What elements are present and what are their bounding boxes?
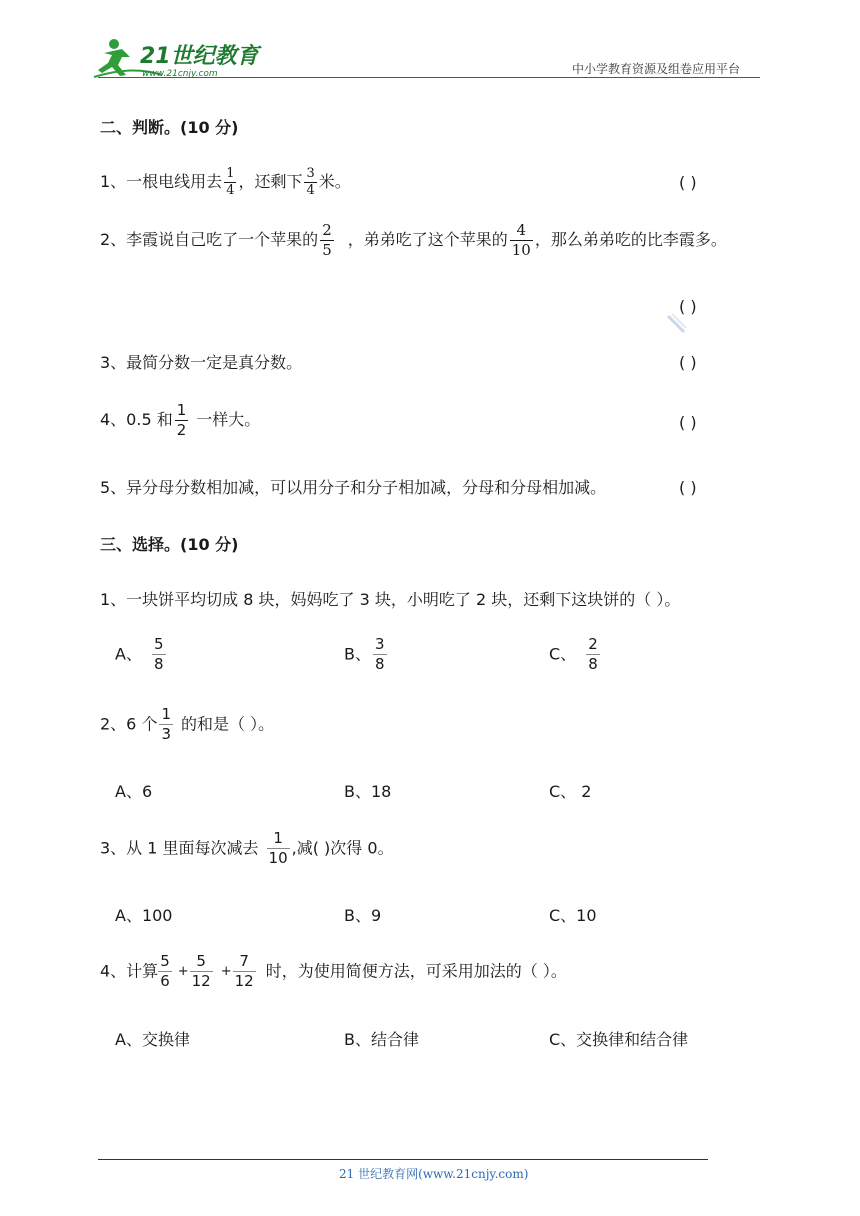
watermark-icon	[664, 312, 688, 336]
s3-q4-option-a[interactable]: A、交换律	[115, 1030, 190, 1049]
s3-q2-option-b[interactable]: B、18	[344, 782, 392, 801]
s2-question-3: 3、最简分数一定是真分数。	[100, 353, 303, 372]
s2-question-1: 1、一根电线用去 $\frac{1}{4}$ ，还剩下 $\frac{3}{4}$ 米。	[100, 166, 351, 198]
header-platform-text: 中小学教育资源及组卷应用平台	[572, 62, 741, 76]
s2-q5-answer-paren[interactable]: ( )	[679, 478, 697, 497]
s3-q1-option-b[interactable]: B、 $\frac{3}{8}$	[344, 635, 385, 673]
s2-question-4: 4、0.5 和 $\frac{1}{2}$ 一样大。	[100, 401, 261, 439]
footer-link[interactable]: 21 世纪教育网(www.21cnjy.com)	[339, 1167, 529, 1181]
s3-q4-option-b[interactable]: B、结合律	[344, 1030, 419, 1049]
s2-q4-answer-paren[interactable]: ( )	[679, 413, 697, 432]
s3-q3-option-b[interactable]: B、9	[344, 906, 382, 925]
s3-question-3: 3、从 1 里面每次减去 $\frac{1}{10}$ ,减( )次得 0。	[100, 829, 394, 867]
s2-question-5: 5、异分母分数相加减，可以用分子和分子相加减，分母和分母相加减。	[100, 478, 607, 497]
logo-url: www.21cnjy.com	[142, 69, 218, 79]
s3-question-4: 4、计算 $\frac{5}{6}$ + $\frac{5}{12}$ + $\frac{7}{12}$ 时，为使用简便方法，可采用加法的（ ）。	[100, 952, 567, 990]
s3-q2-option-a[interactable]: A、6	[115, 782, 153, 801]
s3-q3-option-c[interactable]: C、10	[549, 906, 597, 925]
s3-q1-option-c[interactable]: C、 $\frac{2}{8}$	[549, 635, 598, 673]
s3-q3-option-a[interactable]: A、100	[115, 906, 173, 925]
footer-divider	[98, 1159, 708, 1160]
s2-q3-answer-paren[interactable]: ( )	[679, 353, 697, 372]
s3-q2-option-c[interactable]: C、 2	[549, 782, 592, 801]
header-divider	[98, 77, 760, 78]
logo-text: 21世纪教育	[140, 44, 259, 69]
s3-question-1: 1、一块饼平均切成 8 块，妈妈吃了 3 块，小明吃了 2 块，还剩下这块饼的（ ）。	[100, 590, 681, 609]
s2-q1-answer-paren[interactable]: ( )	[679, 173, 697, 192]
s3-q1-option-a[interactable]: A、 $\frac{5}{8}$	[115, 635, 164, 673]
s2-q2-answer-paren[interactable]: ( )	[679, 297, 697, 316]
s3-question-2: 2、6 个 $\frac{1}{3}$ 的和是（ ）。	[100, 705, 275, 743]
section3-title: 三、选择。(10 分)	[100, 535, 239, 554]
section2-title: 二、判断。(10 分)	[100, 118, 239, 137]
s2-question-2: 2、李霞说自己吃了一个苹果的 $\frac{2}{5}$ ，弟弟吃了这个苹果的 $\frac{4}{10}$ ，那么弟弟吃的比李霞多。	[100, 221, 727, 259]
s3-q4-option-c[interactable]: C、交换律和结合律	[549, 1030, 689, 1049]
site-logo	[92, 35, 267, 80]
